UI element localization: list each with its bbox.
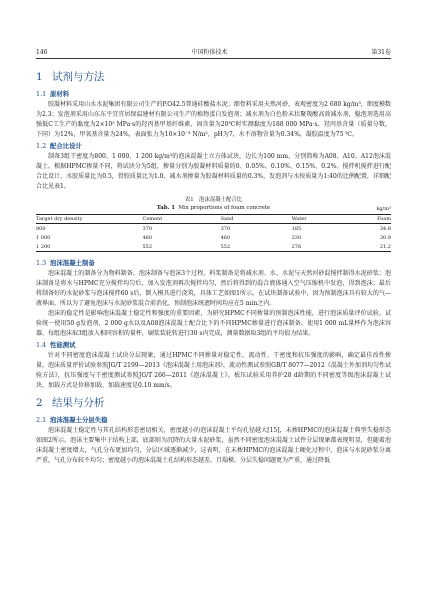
table-header-row xyxy=(36,215,391,224)
table-caption-cn: 表1 泡沫混凝土配合比 xyxy=(184,197,243,203)
section-heading xyxy=(36,396,391,410)
table-cell: 21.2 xyxy=(348,242,391,252)
subsection-heading xyxy=(36,89,391,99)
paragraph: 制备3组干密度为800、1 000、1 200 kg/m³的泡沫混凝土立方体试块，边长为100 mm，分别简称为A08、A10、A12泡沫混凝土。根据HPMC掺量不同，将试块分为5组，掺量分别为胶凝材料质量的0、0.05%、0.10%、0.15%、0.2%。搅拌机搅拌进行配合比设计，水胶质量比为0.5，骨胶质量比为1.0，减水剂掺量为胶凝材料质量的0.3%，发泡剂与水按质量为1:40的比例配置，详细配合比见表1。 xyxy=(36,153,391,190)
subsection-number: 1.1 xyxy=(36,90,47,98)
subsection-title: 配合比设计 xyxy=(50,142,82,150)
table-caption-text: Mix proportions of foam concrete xyxy=(178,205,271,211)
subsection-heading xyxy=(36,415,391,425)
header-rule xyxy=(36,58,391,59)
paragraph: 泡沫混凝土稳定性与其孔结构形态密切相关，密度越小的泡沫混凝土平均孔径越大[15]，未掺HPMC的泡沫混凝土典型失稳形态如图2所示。泡沫主要集中于结构上部，底部则为沉降的大量水泥砂浆，虽然不同密度泡沫混凝土试件分层现象都表现明显，但随着泡沫混凝土密度增大，气孔分布更加均匀，分层区域逐渐减少，这表明，在未掺HPMC的泡沫混凝土硬化过程中，泡沫与水泥砂浆分离严重，气孔分布较不均匀；密度越小的泡沫混凝土孔结构形态越差，且塌模、分层失稳问题更为严重，通过降低 xyxy=(36,427,391,464)
paragraph: 胶凝材料采用山水水泥集团有限公司生产的P.O42.5普通硅酸盐水泥；细骨料采用天然河砂，表观密度为2 680 kg/m³，细度模数为2.3；发泡剂采用山东东平宜宜居保温建材有限公司生产的植物蛋白发泡剂；减水剂为白色粉末状聚羧酸高效减水剂，稳泡剂选用高强低C工生产的黏度为2×10⁵ MPa·s的羟丙基甲基纤维素，固含量为20℃时实测黏度为188 000 MPa·s，羟丙基含量（质量分数，下同）为12%，甲氧基含量为24%，表面张力为10×10⁻³ N/m²，pH为7，水不溶物含量为0.34%，凝胶温度为75 ℃。 xyxy=(36,101,391,138)
table-header-cell: Target dry density xyxy=(36,215,143,224)
paragraph: 泡沫混凝土的制备分为物料制备、泡沫制备与泡沫3个过程，料浆制备是将减水剂、水、水泥与天然河砂混搅拌制得水泥砂浆；泡沫制备是将水与HPMC充分搅拌均匀后，加入发泡剂再次搅拌均匀，然后将得到的混合液体通入空气压缩机中发泡，得到泡沫；最后将制备好的水泥砂浆与泡沫搅拌60 s后，倒入模具进行浇筑，具体工艺如图1所示。在试块制备试验中，因为预制泡沫具有较大的气—液界面，所以为了避免泡沫与水泥砂浆混合前消化，预制泡沫统遮时间均应在5 min之内。 xyxy=(36,270,391,307)
table-cell: 800 xyxy=(36,225,46,232)
subsection-title: 泡沫混凝土分层失稳 xyxy=(50,416,108,424)
table-cell: 1 200 xyxy=(36,242,143,252)
paragraph: 针对不同密度泡沫混凝土试块分层现象，通过HPMC不同掺量对稳定性、流动性、干密度和抗压强度的影响，确定最佳改性掺量。泡沫质量评价试验参照JG/T 2199—2013《泡沫混凝土用泡沫剂》，流动性测试参照GB/T 8077—2012《混凝土外加剂均匀性试验方法》，抗压强度与干密度测试参照JG/T 266—2011《泡沫混凝土》。板压试验采用养护28 d龄期的不同密度等级泡沫混凝土试块，加载方式是位移加载，加载速度是0.10 mm/s。 xyxy=(36,352,391,389)
paragraph: 泡沫的稳定性是影响泡沫混凝土稳定性和强度的重要因素，为研究HPMC不同掺量的预制泡沫性能，进行泡沫质量评价试验。试验统一使用50 g发泡剂，2 000 g水以及A08泡沫混凝土配合比下的不同HPMC掺量进行泡沫制备。使用1 000 mL量杯作为泡沫容器，每组泡沫取3组放入相同容积的量杯，刷浆装轮转进行30 s内完成，测量数据取3组的平均值为结果。 xyxy=(36,310,391,337)
page-number: 146 xyxy=(36,49,48,56)
table-cell: 230 xyxy=(291,234,302,241)
subsection-heading xyxy=(36,258,391,268)
table-header-cell: Sand xyxy=(221,215,292,224)
section-heading xyxy=(36,70,391,84)
section-title: 试剂与方法 xyxy=(52,71,105,83)
section-title: 结果与分析 xyxy=(52,397,105,409)
running-header xyxy=(36,46,391,56)
table-cell: 460 xyxy=(142,234,153,241)
subsection-number: 1.2 xyxy=(36,142,47,150)
table-cell: 185 xyxy=(291,225,302,232)
subsection-title: 性能测试 xyxy=(50,341,76,349)
article-body xyxy=(36,70,391,466)
table-header-cell: Water xyxy=(292,215,349,224)
subsection-number: 2.1 xyxy=(36,416,47,424)
table-unit: kg/m³ xyxy=(376,206,391,212)
subsection-heading xyxy=(36,340,391,350)
table-header-cell: Foam xyxy=(348,215,391,224)
volume-label: 第31卷 xyxy=(371,49,391,56)
table-header-cell: Cement xyxy=(143,215,221,224)
table-cell: 276 xyxy=(292,242,349,252)
table-cell: 370 xyxy=(142,225,153,232)
table-cell: 460 xyxy=(220,234,231,241)
table-cell: 370 xyxy=(220,225,231,232)
subsection-title: 泡沫混凝土制备 xyxy=(50,259,95,267)
subsection-number: 1.4 xyxy=(36,341,47,349)
subsection-number: 1.3 xyxy=(36,259,47,267)
table-cell: 34.8 xyxy=(379,225,391,232)
table-cell: 552 xyxy=(143,242,221,252)
table-cell: 30.9 xyxy=(379,234,391,241)
table-row xyxy=(36,224,391,234)
journal-name: 中国粉体技术 xyxy=(191,49,228,56)
mix-proportion-table xyxy=(36,214,391,252)
table-row xyxy=(36,233,391,242)
table-cell: 552 xyxy=(221,242,292,252)
table-caption-label: Tab. 1 xyxy=(156,205,176,211)
section-number: 2 xyxy=(36,397,43,409)
table-cell: 1 000 xyxy=(36,234,51,241)
subsection-heading xyxy=(36,141,391,151)
table-row xyxy=(36,242,391,252)
section-number: 1 xyxy=(36,71,43,83)
subsection-title: 原材料 xyxy=(50,90,70,98)
